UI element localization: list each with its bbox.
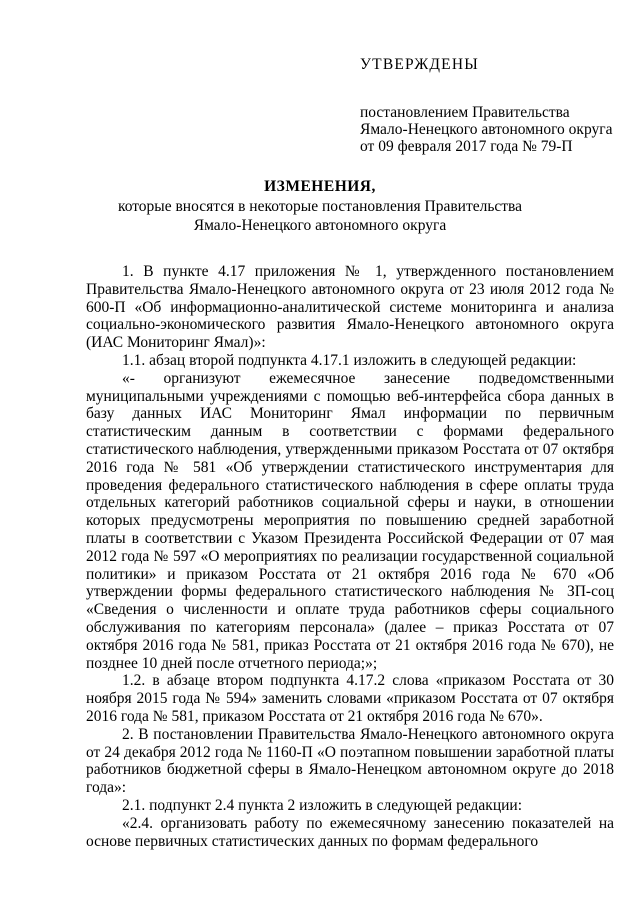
paragraph-2: 2. В постановлении Правительства Ямало-Ненецкого автономного округа от 24 декабря 2012 года № 1160-П «О поэтапном повышении заработной платы работников бюджетной сферы в Ямало-Ненецком автономном округе до 2018 года»:: [86, 725, 614, 797]
approval-line-2: Ямало-Ненецкого автономного округа: [360, 121, 613, 138]
paragraph-2-4-quote: «2.4. организовать работу по ежемесячному занесению показателей на основе первичных статистических данных по формам федерального: [86, 814, 614, 850]
document-body: [86, 263, 614, 850]
document-title-block: [40, 177, 600, 235]
approval-heading: УТВЕРЖДЕНЫ: [360, 56, 479, 73]
paragraph-1-1: 1.1. абзац второй подпункта 4.17.1 изложить в следующей редакции:: [122, 351, 577, 369]
approval-stamp: [360, 56, 630, 155]
paragraph-2-1: 2.1. подпункт 2.4 пункта 2 изложить в следующей редакции:: [122, 796, 523, 814]
document-title: ИЗМЕНЕНИЯ,: [264, 178, 376, 195]
paragraph-1-1-quote: «- организуют ежемесячное занесение подведомственными муниципальными учреждениями с помощью веб-интерфейса сбора данных в базу данных ИАС Мониторинг Ямал информации по первичным статистическим данным в соответствии с формами федерального статистического наблюдения, утвержденными приказом Росстата от 07 октября 2016 года № 581 «Об утверждении статистического инструментария для проведения федерального статистического наблюдения в сфере оплаты труда отдельных категорий работников социальной сферы и науки, в отношении которых предусмотрены мероприятия по повышению средней заработной платы в соответствии с Указом Президента Российской Федерации от 07 мая 2012 года № 597 «О мероприятиях по реализации государственной социальной политики» и приказом Росстата от 21 октября 2016 года № 670 «Об утверждении формы федерального статистического наблюдения № ЗП-соц «Сведения о численности и оплате труда работников сферы социального обслуживания по категориям персонала» (далее – приказ Росстата от 07 октября 2016 года № 581, приказ Росстата от 21 октября 2016 года № 670), не позднее 10 дней после отчетного периода;»;: [86, 369, 614, 672]
paragraph-1-2: 1.2. в абзаце втором подпункта 4.17.2 слова «приказом Росстата от 30 ноября 2015 года № 594» заменить словами «приказом Росстата от 07 октября 2016 года № 581, приказом Росстата от 21 октября 2016 года № 670».: [86, 672, 614, 725]
approval-line-3: от 09 февраля 2017 года № 79-П: [360, 138, 573, 155]
document-subtitle-line-2: Ямало-Ненецкого автономного округа: [193, 217, 447, 234]
document-subtitle-line-1: которые вносятся в некоторые постановления Правительства: [117, 198, 523, 215]
paragraph-1: 1. В пункте 4.17 приложения № 1, утвержденного постановлением Правительства Ямало-Ненецкого автономного округа от 23 июля 2012 года № 600-П «Об информационно-аналитической системе мониторинга и анализа социально-экономического развития Ямало-Ненецкого автономного округа (ИАС Мониторинг Ямал)»:: [86, 263, 614, 352]
approval-line-1: постановлением Правительства: [360, 104, 570, 121]
